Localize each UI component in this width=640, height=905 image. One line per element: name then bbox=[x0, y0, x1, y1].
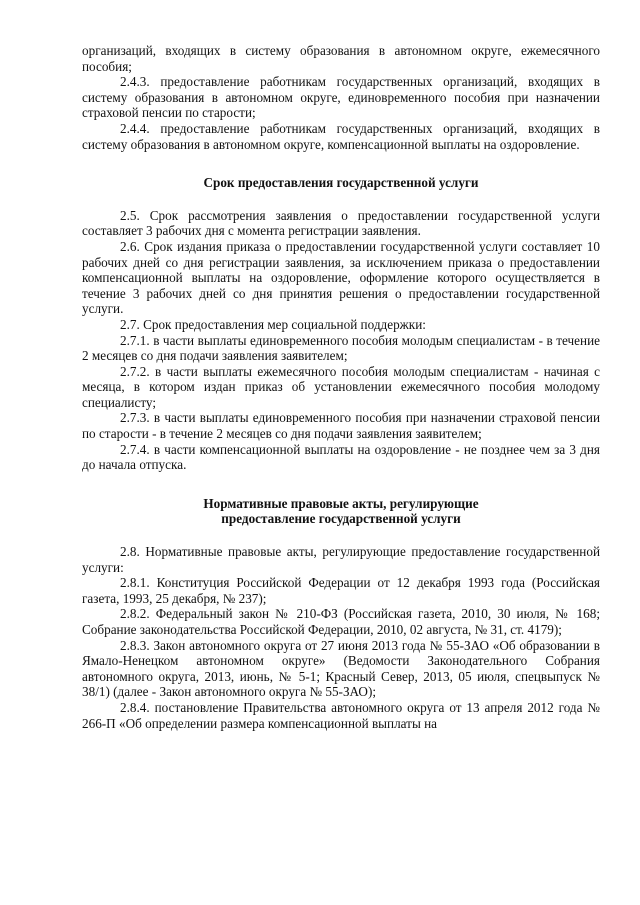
section-heading-legal-acts bbox=[82, 496, 600, 527]
paragraph-2-7-2: 2.7.2. в части выплаты ежемесячного пособия молодым специалистам - начиная с месяца, в котором издан приказ об установлении ежемесячного пособия молодому специалисту; bbox=[82, 363, 600, 410]
paragraph-2-6: 2.6. Срок издания приказа о предоставлении государственной услуги составляет 10 рабочих дней со дня регистрации заявления, за исключением приказа о предоставлении компенсационной выплаты на оздоровление, оформление которого осуществляется в течение 3 рабочих дней со дня принятия решения о предоставлении государственной услуги. bbox=[82, 238, 600, 317]
paragraph-2-7-4: 2.7.4. в части компенсационной выплаты на оздоровление - не позднее чем за 3 дня до начала отпуска. bbox=[82, 441, 600, 473]
section-heading-service-term: Срок предоставления государственной услуги bbox=[203, 175, 479, 191]
spacer bbox=[82, 473, 600, 496]
document-body bbox=[82, 43, 600, 731]
spacer bbox=[82, 527, 600, 544]
paragraph-2-8-4: 2.8.4. постановление Правительства автономного округа от 13 апреля 2012 года № 266-П «Об определении размера компенсационной выплаты на bbox=[82, 699, 600, 731]
section-heading-legal-acts-line2: предоставление государственной услуги bbox=[221, 511, 461, 527]
spacer bbox=[82, 191, 600, 208]
section-heading-legal-acts-line1: Нормативные правовые акты, регулирующие bbox=[203, 495, 479, 511]
paragraph-2-8-1: 2.8.1. Конституция Российской Федерации от 12 декабря 1993 года (Российская газета, 1993, 25 декабря, № 237); bbox=[82, 575, 600, 606]
paragraph-2-7-1: 2.7.1. в части выплаты единовременного пособия молодым специалистам - в течение 2 месяцев со дня подачи заявления заявителем; bbox=[82, 332, 600, 364]
paragraph-2-4-4: 2.4.4. предоставление работникам государственных организаций, входящих в систему образования в автономном округе, компенсационной выплаты на оздоровление. bbox=[82, 120, 600, 152]
paragraph-2-8: 2.8. Нормативные правовые акты, регулирующие предоставление государственной услуги: bbox=[82, 544, 600, 575]
paragraph-2-8-2: 2.8.2. Федеральный закон № 210-ФЗ (Российская газета, 2010, 30 июля, № 168; Собрание законодательства Российской Федерации, 2010, 02 августа, № 31, ст. 4179); bbox=[82, 606, 600, 637]
paragraph-2-4-3: 2.4.3. предоставление работникам государственных организаций, входящих в систему образования в автономном округе, единовременного пособия при назначении страховой пенсии по старости; bbox=[82, 74, 600, 121]
paragraph-2-7-3: 2.7.3. в части выплаты единовременного пособия при назначении страховой пенсии по старости - в течение 2 месяцев со дня подачи заявления заявителем; bbox=[82, 410, 600, 442]
spacer bbox=[82, 152, 600, 175]
paragraph-2-5: 2.5. Срок рассмотрения заявления о предоставлении государственной услуги составляет 3 рабочих дня с момента регистрации заявления. bbox=[82, 207, 600, 239]
paragraph-2-4-2-continued: организаций, входящих в систему образования в автономном округе, ежемесячного пособия; bbox=[82, 43, 600, 74]
paragraph-2-7: 2.7. Срок предоставления мер социальной поддержки: bbox=[120, 316, 426, 332]
paragraph-2-8-3: 2.8.3. Закон автономного округа от 27 июня 2013 года № 55-ЗАО «Об образовании в Ямало-Ненецком автономном округе» (Ведомости Законодательного Собрания автономного округа, 2013, июнь, № 5-1; Красный Север, 2013, 05 июля, спецвыпуск № 38/1) (далее - Закон автономного округа № 55-ЗАО); bbox=[82, 637, 600, 700]
